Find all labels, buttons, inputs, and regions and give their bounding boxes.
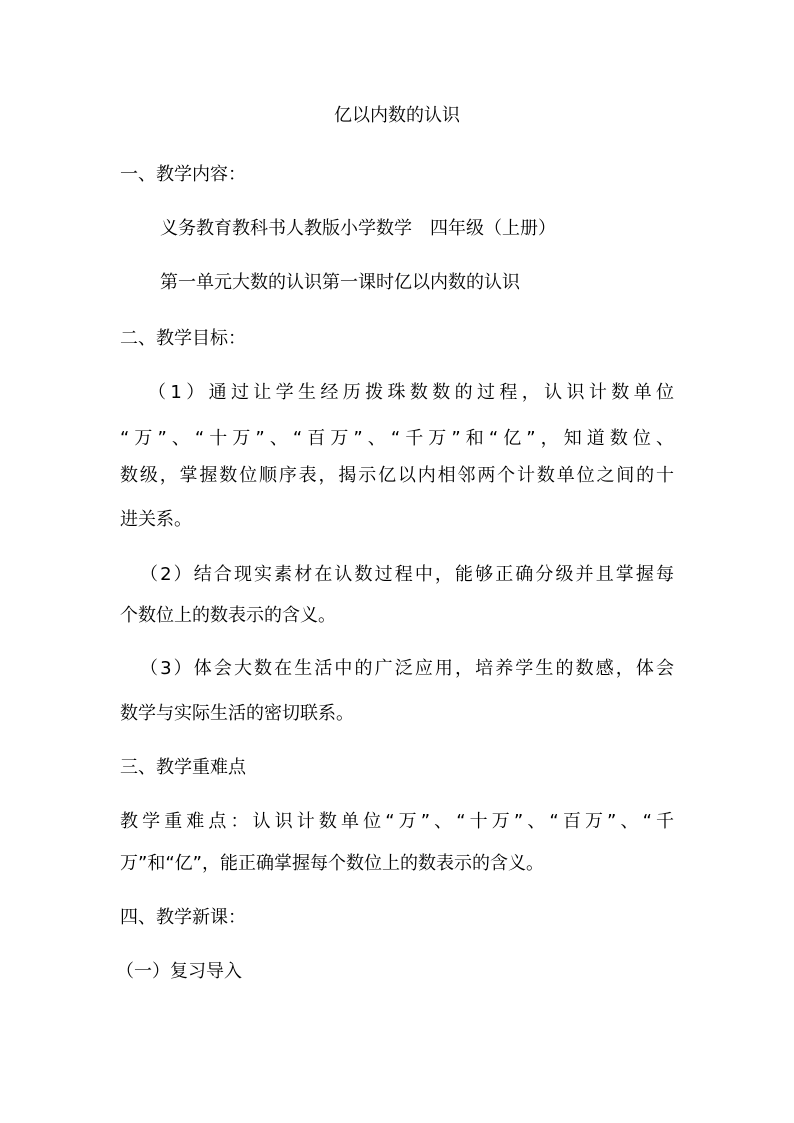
section-4-heading: 四、教学新课： <box>120 907 246 928</box>
goal-3-line-2: 数学与实际生活的密切联系。 <box>120 703 354 724</box>
goal-1-line-1: （1）通过让学生经历拨珠数数的过程，认识计数单位 <box>148 382 674 403</box>
content-line-2: 第一单元大数的认识第一课时亿以内数的认识 <box>160 272 520 293</box>
goal-1-line-2: “万”、“十万”、“百万”、“千万”和“亿”，知道数位、 <box>120 428 674 449</box>
section-2-heading: 二、教学目标： <box>120 328 246 349</box>
goal-2-line-1: （2）结合现实素材在认数过程中，能够正确分级并且掌握每 <box>140 564 674 585</box>
goal-3-line-1: （3）体会大数在生活中的广泛应用，培养学生的数感，体会 <box>140 658 674 679</box>
key-points-line-2: 万”和“亿”，能正确掌握每个数位上的数表示的含义。 <box>120 853 544 874</box>
content-line-1: 义务教育教科书人教版小学数学 四年级（上册） <box>160 218 556 239</box>
document-title: 亿以内数的认识 <box>334 105 460 126</box>
section-1-heading: 一、教学内容： <box>120 164 246 185</box>
goal-2-line-2: 个数位上的数表示的含义。 <box>120 605 336 626</box>
key-points-line-1: 教学重难点：认识计数单位“万”、“十万”、“百万”、“千 <box>120 811 674 832</box>
subsection-1-heading: （一）复习导入 <box>116 961 242 982</box>
goal-1-line-3: 数级，掌握数位顺序表，揭示亿以内相邻两个计数单位之间的十 <box>120 465 674 486</box>
section-3-heading: 三、教学重难点 <box>120 757 246 778</box>
goal-1-line-4: 进关系。 <box>120 509 192 530</box>
